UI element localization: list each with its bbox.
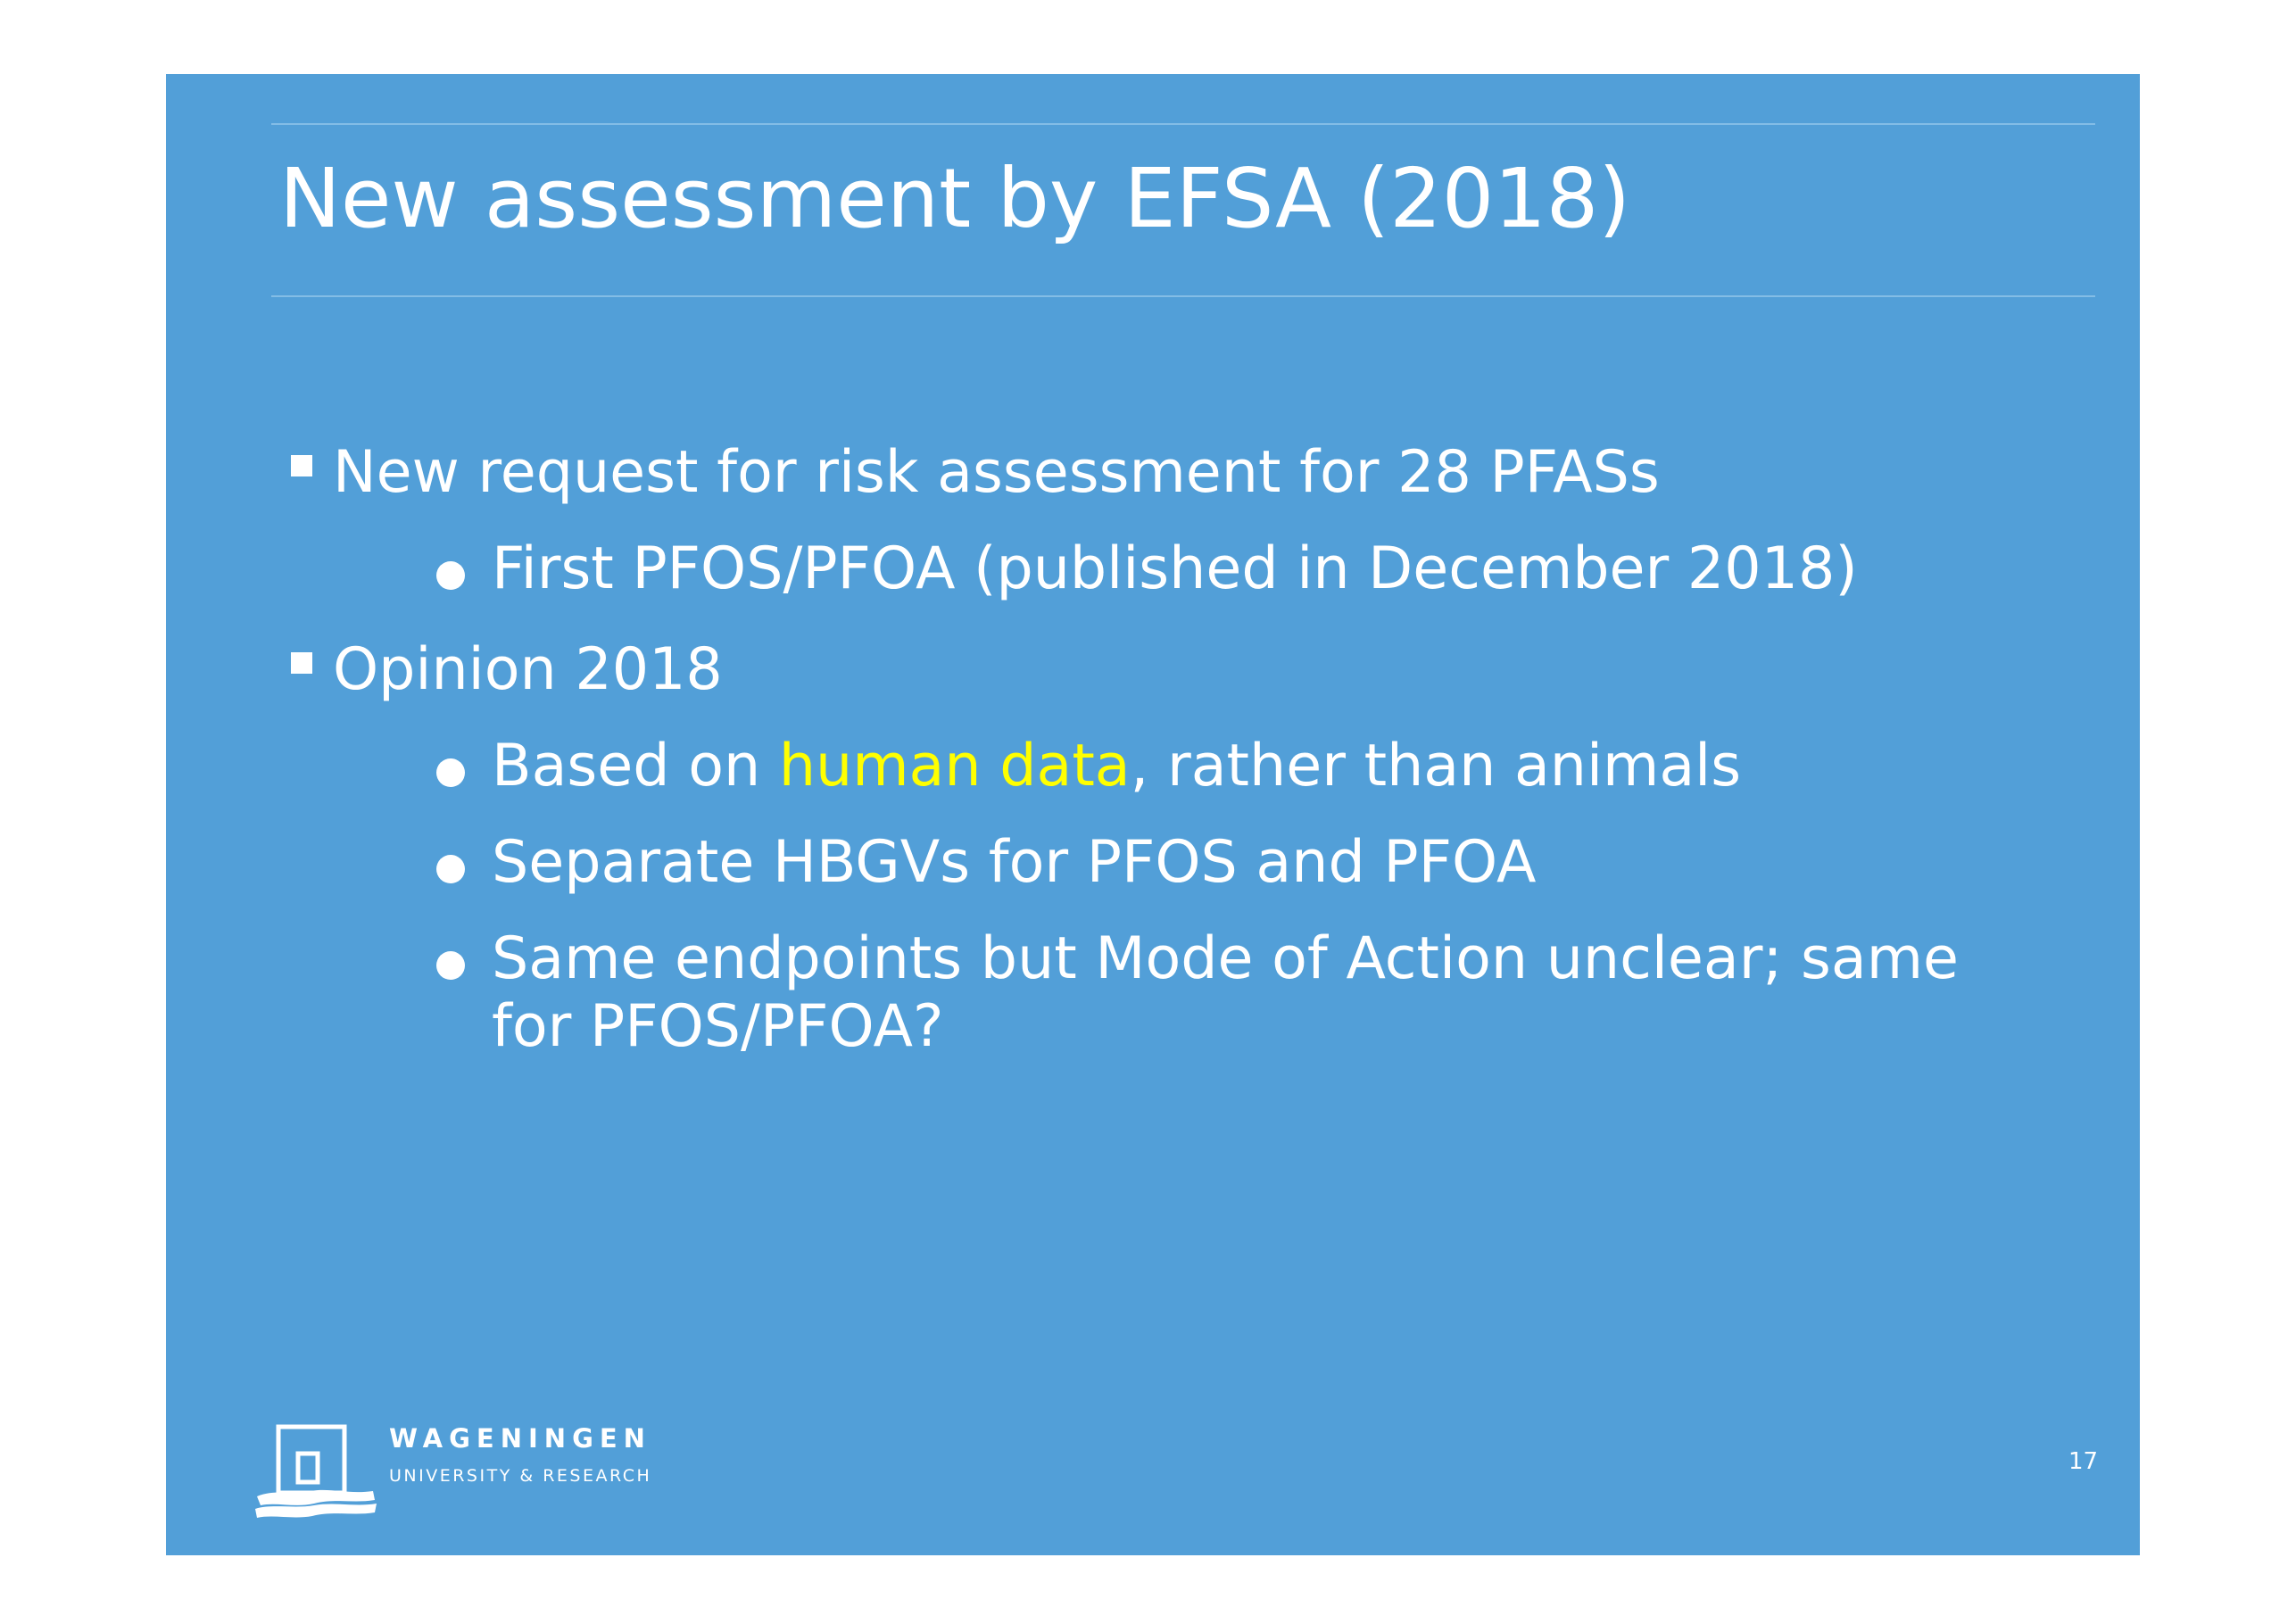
sub-bullet-item xyxy=(492,925,1959,1061)
sub-bullet-item xyxy=(492,733,1741,800)
round-bullet-icon xyxy=(436,758,465,787)
square-bullet-icon xyxy=(291,652,312,674)
sub-bullet-text: Separate HBGVs for PFOS and PFOA xyxy=(492,829,1537,896)
round-bullet-icon xyxy=(436,951,465,980)
round-bullet-icon xyxy=(436,561,465,590)
sub-bullet-text-after: , rather than animals xyxy=(1130,733,1742,800)
wageningen-logo xyxy=(255,1423,719,1521)
square-bullet-icon xyxy=(291,455,312,476)
slide-title: New assessment by EFSA (2018) xyxy=(279,151,1631,246)
round-bullet-icon xyxy=(436,855,465,883)
slide-content xyxy=(166,74,2140,1555)
sub-bullet-item xyxy=(492,829,1536,897)
gate-logo-icon xyxy=(255,1423,380,1521)
highlighted-text: human data xyxy=(778,733,1131,800)
bullet-text: New request for risk assessment for 28 PFASs xyxy=(333,439,1660,506)
sub-bullet-text-before: Based on xyxy=(492,733,779,800)
slide xyxy=(166,74,2140,1555)
bullet-text: Opinion 2018 xyxy=(333,636,723,703)
sub-bullet-text-line-1: Same endpoints but Mode of Action unclear; same xyxy=(492,925,1960,992)
sub-bullet-text-line-2: for PFOS/PFOA? xyxy=(492,993,944,1060)
logo-subtitle: UNIVERSITY & RESEARCH xyxy=(389,1466,652,1486)
sub-bullet-text: First PFOS/PFOA (published in December 2018) xyxy=(492,535,1858,602)
sub-bullet-item xyxy=(492,535,1858,603)
page-number: 17 xyxy=(2068,1448,2099,1475)
bullet-item xyxy=(333,636,723,704)
logo-name: WAGENINGEN xyxy=(389,1423,651,1454)
bullet-item xyxy=(333,439,1660,507)
